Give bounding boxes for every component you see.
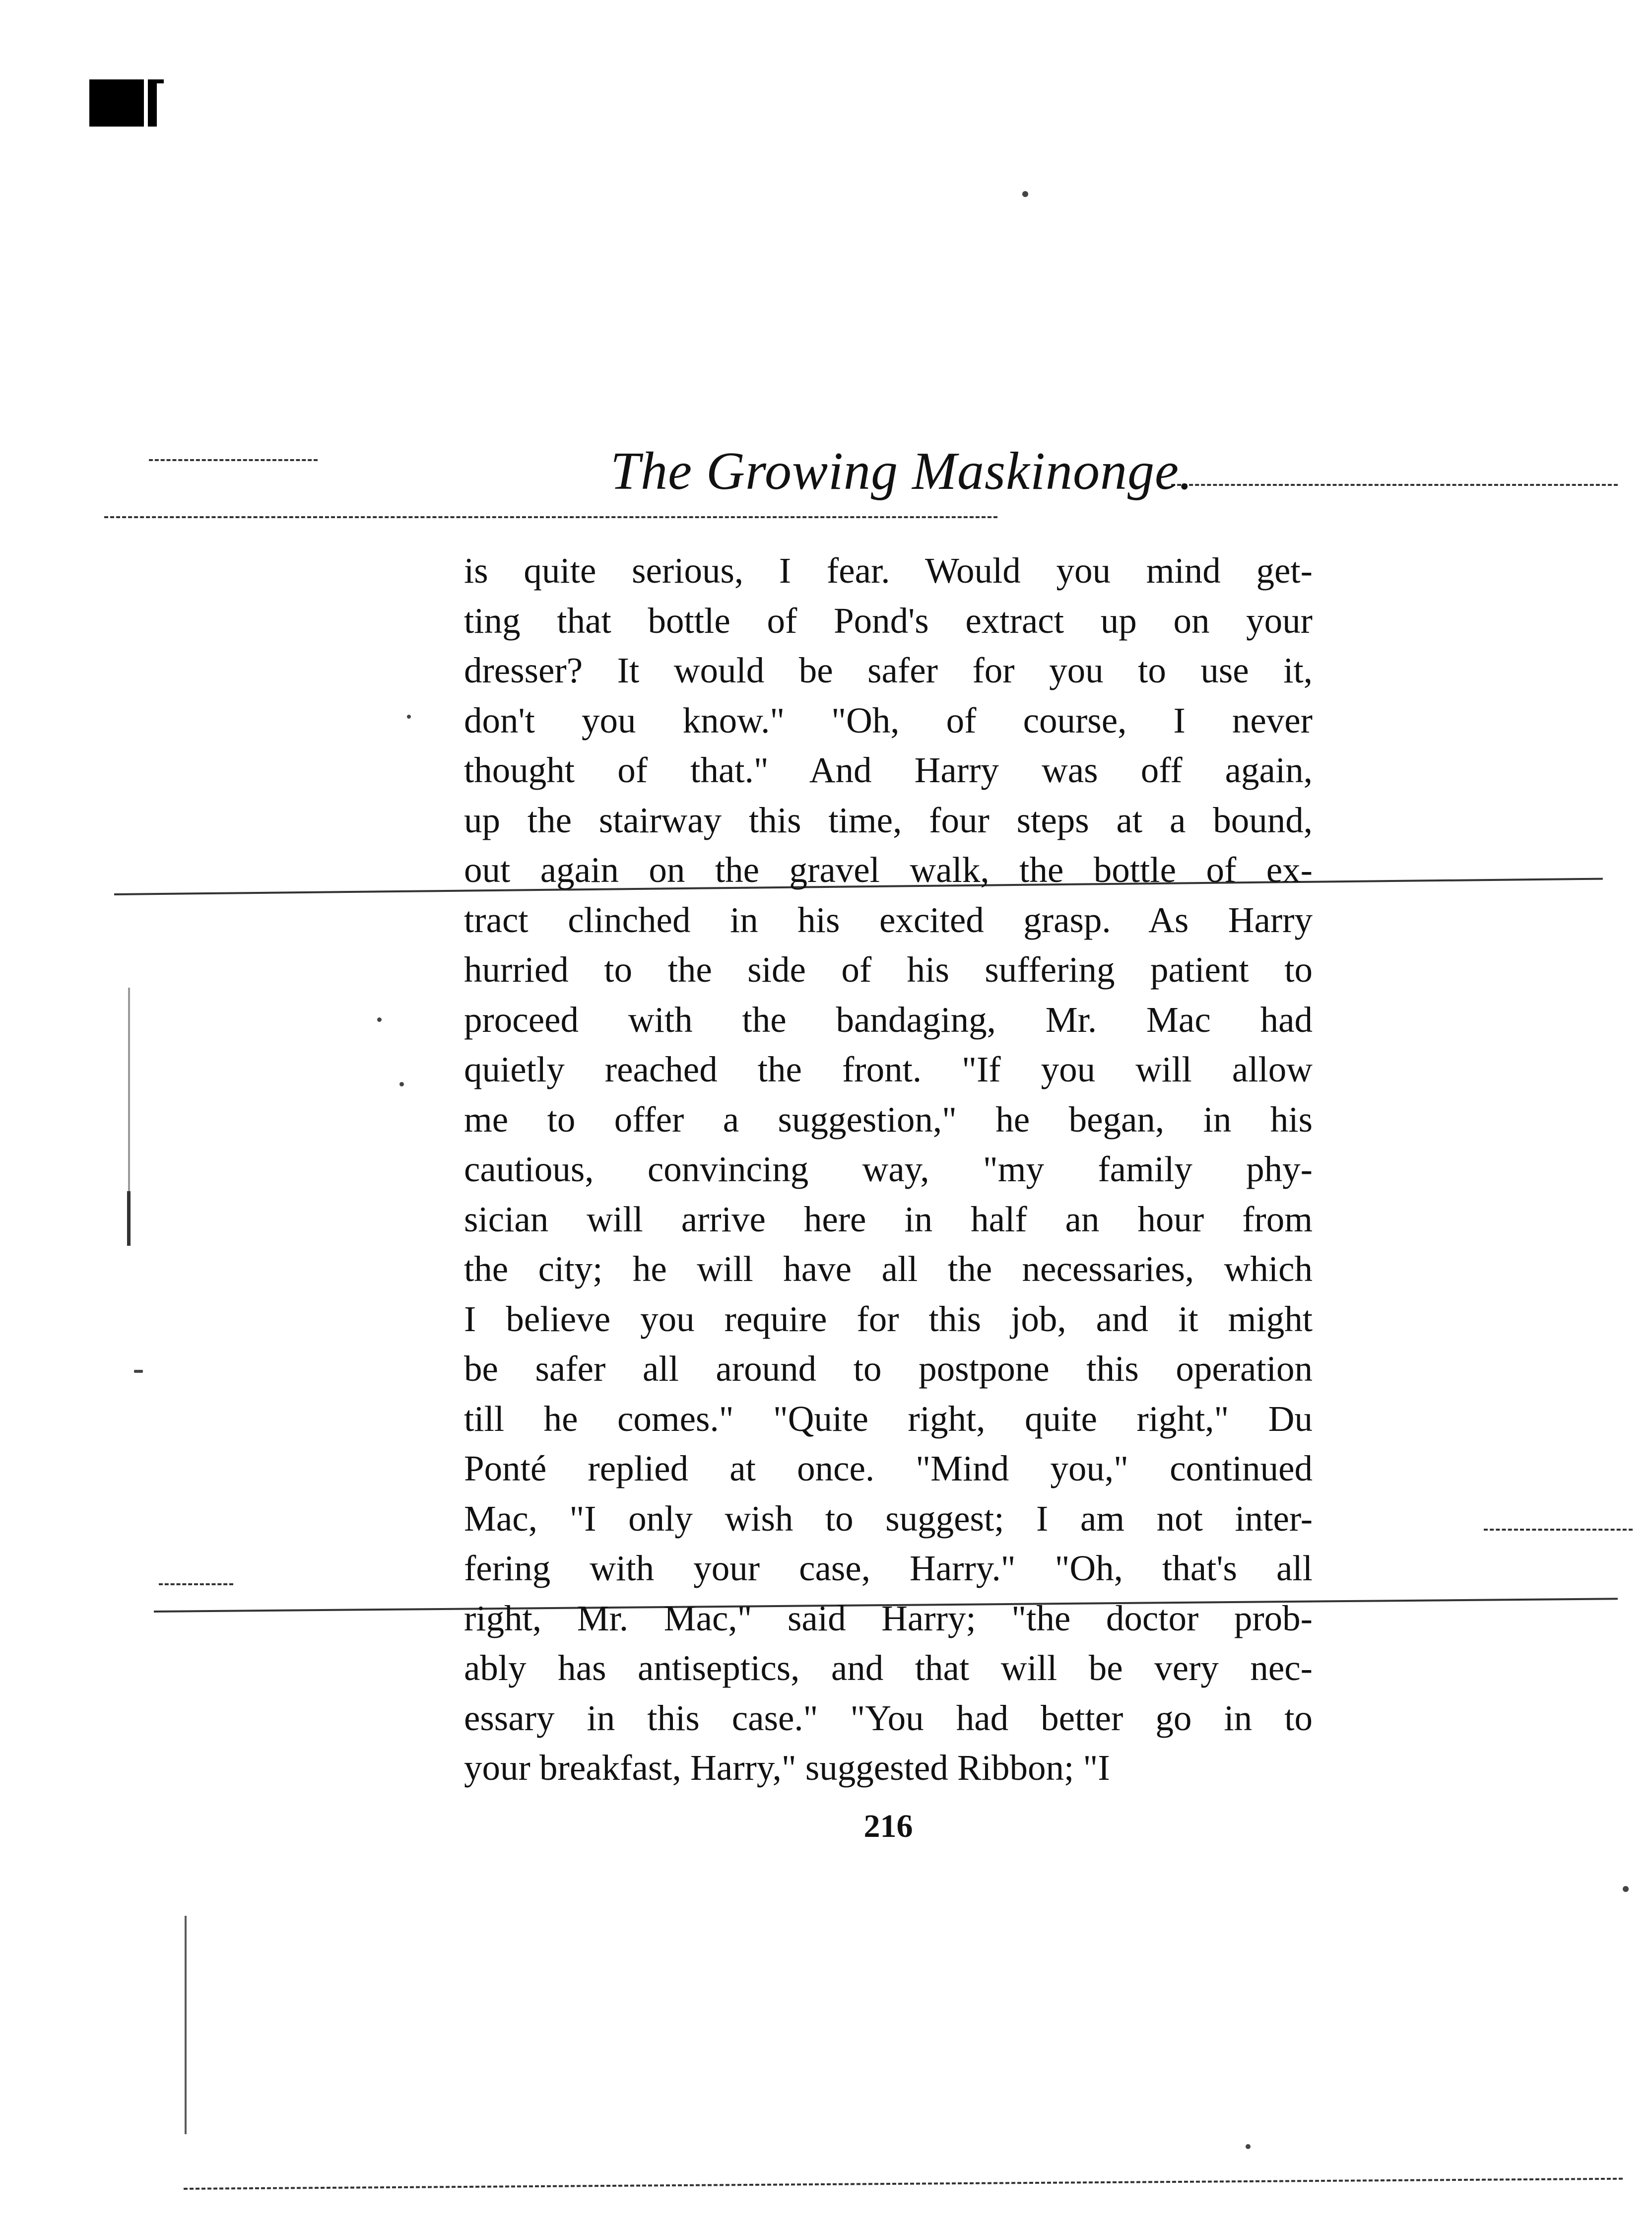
- margin-mark-upper-solid: [127, 1191, 131, 1246]
- scan-line-right-middle: [1484, 1529, 1633, 1531]
- text-line: Mac, "I only wish to suggest; I am not inter-: [464, 1498, 1313, 1539]
- body-text: [464, 546, 1313, 1793]
- text-line: ably has antiseptics, and that will be very nec-: [464, 1648, 1313, 1688]
- scan-corner-bar: [148, 79, 157, 127]
- speck: [399, 1082, 404, 1086]
- text-line: I believe you require for this job, and it might: [464, 1298, 1313, 1339]
- speck: [1022, 191, 1028, 197]
- text-line: me to offer a suggestion," he began, in his: [464, 1099, 1313, 1140]
- scan-corner-mark: [89, 79, 164, 127]
- text-line: cautious, convincing way, "my family phy-: [464, 1149, 1313, 1189]
- text-line: essary in this case." "You had better go in to: [464, 1697, 1313, 1738]
- page-number: 216: [863, 1808, 913, 1844]
- scan-corner-tick: [157, 79, 164, 83]
- scan-corner-block: [89, 79, 144, 127]
- speck: [1623, 1886, 1629, 1892]
- scan-line-left-middle: [159, 1583, 233, 1585]
- text-line: out again on the gravel walk, the bottle of ex-: [464, 850, 1313, 890]
- text-line: your breakfast, Harry," suggested Ribbon; "I: [464, 1748, 1110, 1788]
- header-rule-left-short: [149, 459, 318, 461]
- text-line: don't you know." "Oh, of course, I never: [464, 700, 1313, 741]
- footer-rule: [184, 2178, 1623, 2190]
- text-line: the city; he will have all the necessaries, which: [464, 1249, 1313, 1289]
- text-line: till he comes." "Quite right, quite right," Du: [464, 1398, 1313, 1439]
- text-line: fering with your case, Harry." "Oh, that's all: [464, 1548, 1313, 1588]
- text-line: is quite serious, I fear. Would you mind get-: [464, 550, 1313, 591]
- speck: [377, 1017, 382, 1022]
- running-header: The Growing Maskinonge.: [610, 442, 1193, 501]
- header-rule-right: [1171, 484, 1618, 486]
- speck: [407, 715, 411, 719]
- text-line: Ponté replied at once. "Mind you," continued: [464, 1448, 1313, 1488]
- speck: [134, 1370, 143, 1373]
- speck: [1246, 2144, 1251, 2149]
- text-line: be safer all around to postpone this operation: [464, 1348, 1313, 1389]
- text-line: ting that bottle of Pond's extract up on your: [464, 600, 1313, 641]
- text-line: up the stairway this time, four steps at a bound,: [464, 800, 1313, 840]
- text-line: dresser? It would be safer for you to use it,: [464, 650, 1313, 690]
- text-line: proceed with the bandaging, Mr. Mac had: [464, 999, 1313, 1040]
- text-line: right, Mr. Mac," said Harry; "the doctor prob-: [464, 1598, 1313, 1638]
- text-line: tract clinched in his excited grasp. As Harry: [464, 899, 1313, 940]
- text-line: hurried to the side of his suffering patient to: [464, 949, 1313, 990]
- text-line: thought of that." And Harry was off again,: [464, 750, 1313, 790]
- text-line: quietly reached the front. "If you will allow: [464, 1049, 1313, 1089]
- margin-mark-lower: [185, 1916, 187, 2134]
- header-underline-rule: [104, 516, 997, 518]
- text-line: sician will arrive here in half an hour from: [464, 1199, 1313, 1239]
